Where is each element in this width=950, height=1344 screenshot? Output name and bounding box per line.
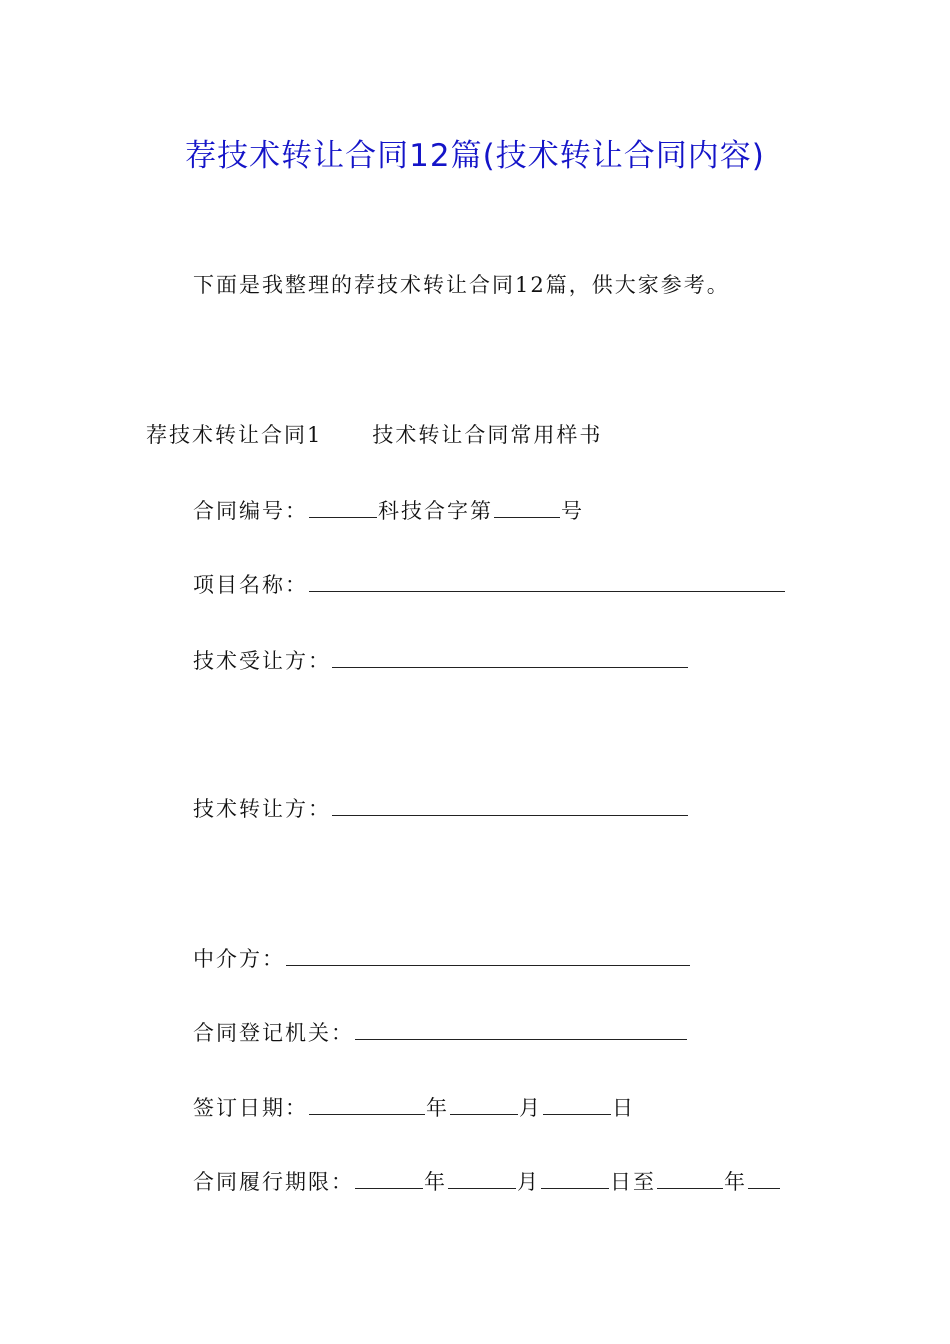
transferor-blank[interactable] bbox=[332, 793, 688, 816]
sign-date-row bbox=[193, 1092, 635, 1123]
intro-paragraph: 下面是我整理的荐技术转让合同12篇，供大家参考。 bbox=[193, 273, 730, 297]
document-title: 荐技术转让合同12篇(技术转让合同内容) bbox=[185, 138, 765, 174]
contract-number-row bbox=[193, 495, 584, 526]
sign-date-month: 月 bbox=[519, 1096, 542, 1120]
term-start-month: 月 bbox=[517, 1170, 540, 1194]
transferee-row bbox=[193, 645, 689, 676]
sign-date-year: 年 bbox=[426, 1096, 449, 1120]
contract-number-label: 合同编号： bbox=[193, 499, 308, 523]
contract-number-blank-1[interactable] bbox=[309, 495, 377, 518]
contract-number-mid: 科技合字第 bbox=[378, 499, 493, 523]
term-end-year: 年 bbox=[724, 1170, 747, 1194]
intermediary-row bbox=[193, 943, 691, 974]
contract-number-end: 号 bbox=[561, 499, 584, 523]
term-end-year-blank[interactable] bbox=[657, 1166, 723, 1189]
term-row bbox=[193, 1166, 781, 1197]
sign-date-day-blank[interactable] bbox=[543, 1092, 611, 1115]
transferor-label: 技术转让方： bbox=[193, 797, 331, 821]
registry-row bbox=[193, 1017, 688, 1048]
term-start-year: 年 bbox=[424, 1170, 447, 1194]
intermediary-label: 中介方： bbox=[193, 947, 285, 971]
term-day-to: 日至 bbox=[610, 1170, 656, 1194]
section-heading: 荐技术转让合同1 bbox=[146, 423, 323, 447]
section-subtitle: 技术转让合同常用样书 bbox=[372, 423, 603, 447]
registry-label: 合同登记机关： bbox=[193, 1021, 354, 1045]
sign-date-month-blank[interactable] bbox=[450, 1092, 518, 1115]
term-end-month-blank[interactable] bbox=[748, 1166, 780, 1189]
contract-number-blank-2[interactable] bbox=[494, 495, 560, 518]
term-label: 合同履行期限： bbox=[193, 1170, 354, 1194]
sign-date-year-blank[interactable] bbox=[309, 1092, 425, 1115]
project-name-label: 项目名称： bbox=[193, 573, 308, 597]
term-start-day-blank[interactable] bbox=[541, 1166, 609, 1189]
project-name-row bbox=[193, 569, 786, 600]
project-name-blank[interactable] bbox=[309, 569, 785, 592]
intermediary-blank[interactable] bbox=[286, 943, 690, 966]
transferor-row bbox=[193, 793, 689, 824]
term-start-month-blank[interactable] bbox=[448, 1166, 516, 1189]
transferee-blank[interactable] bbox=[332, 645, 688, 668]
registry-blank[interactable] bbox=[355, 1017, 687, 1040]
sign-date-day: 日 bbox=[612, 1096, 635, 1120]
section-heading-row bbox=[146, 420, 602, 450]
term-start-year-blank[interactable] bbox=[355, 1166, 423, 1189]
transferee-label: 技术受让方： bbox=[193, 649, 331, 673]
sign-date-label: 签订日期： bbox=[193, 1096, 308, 1120]
